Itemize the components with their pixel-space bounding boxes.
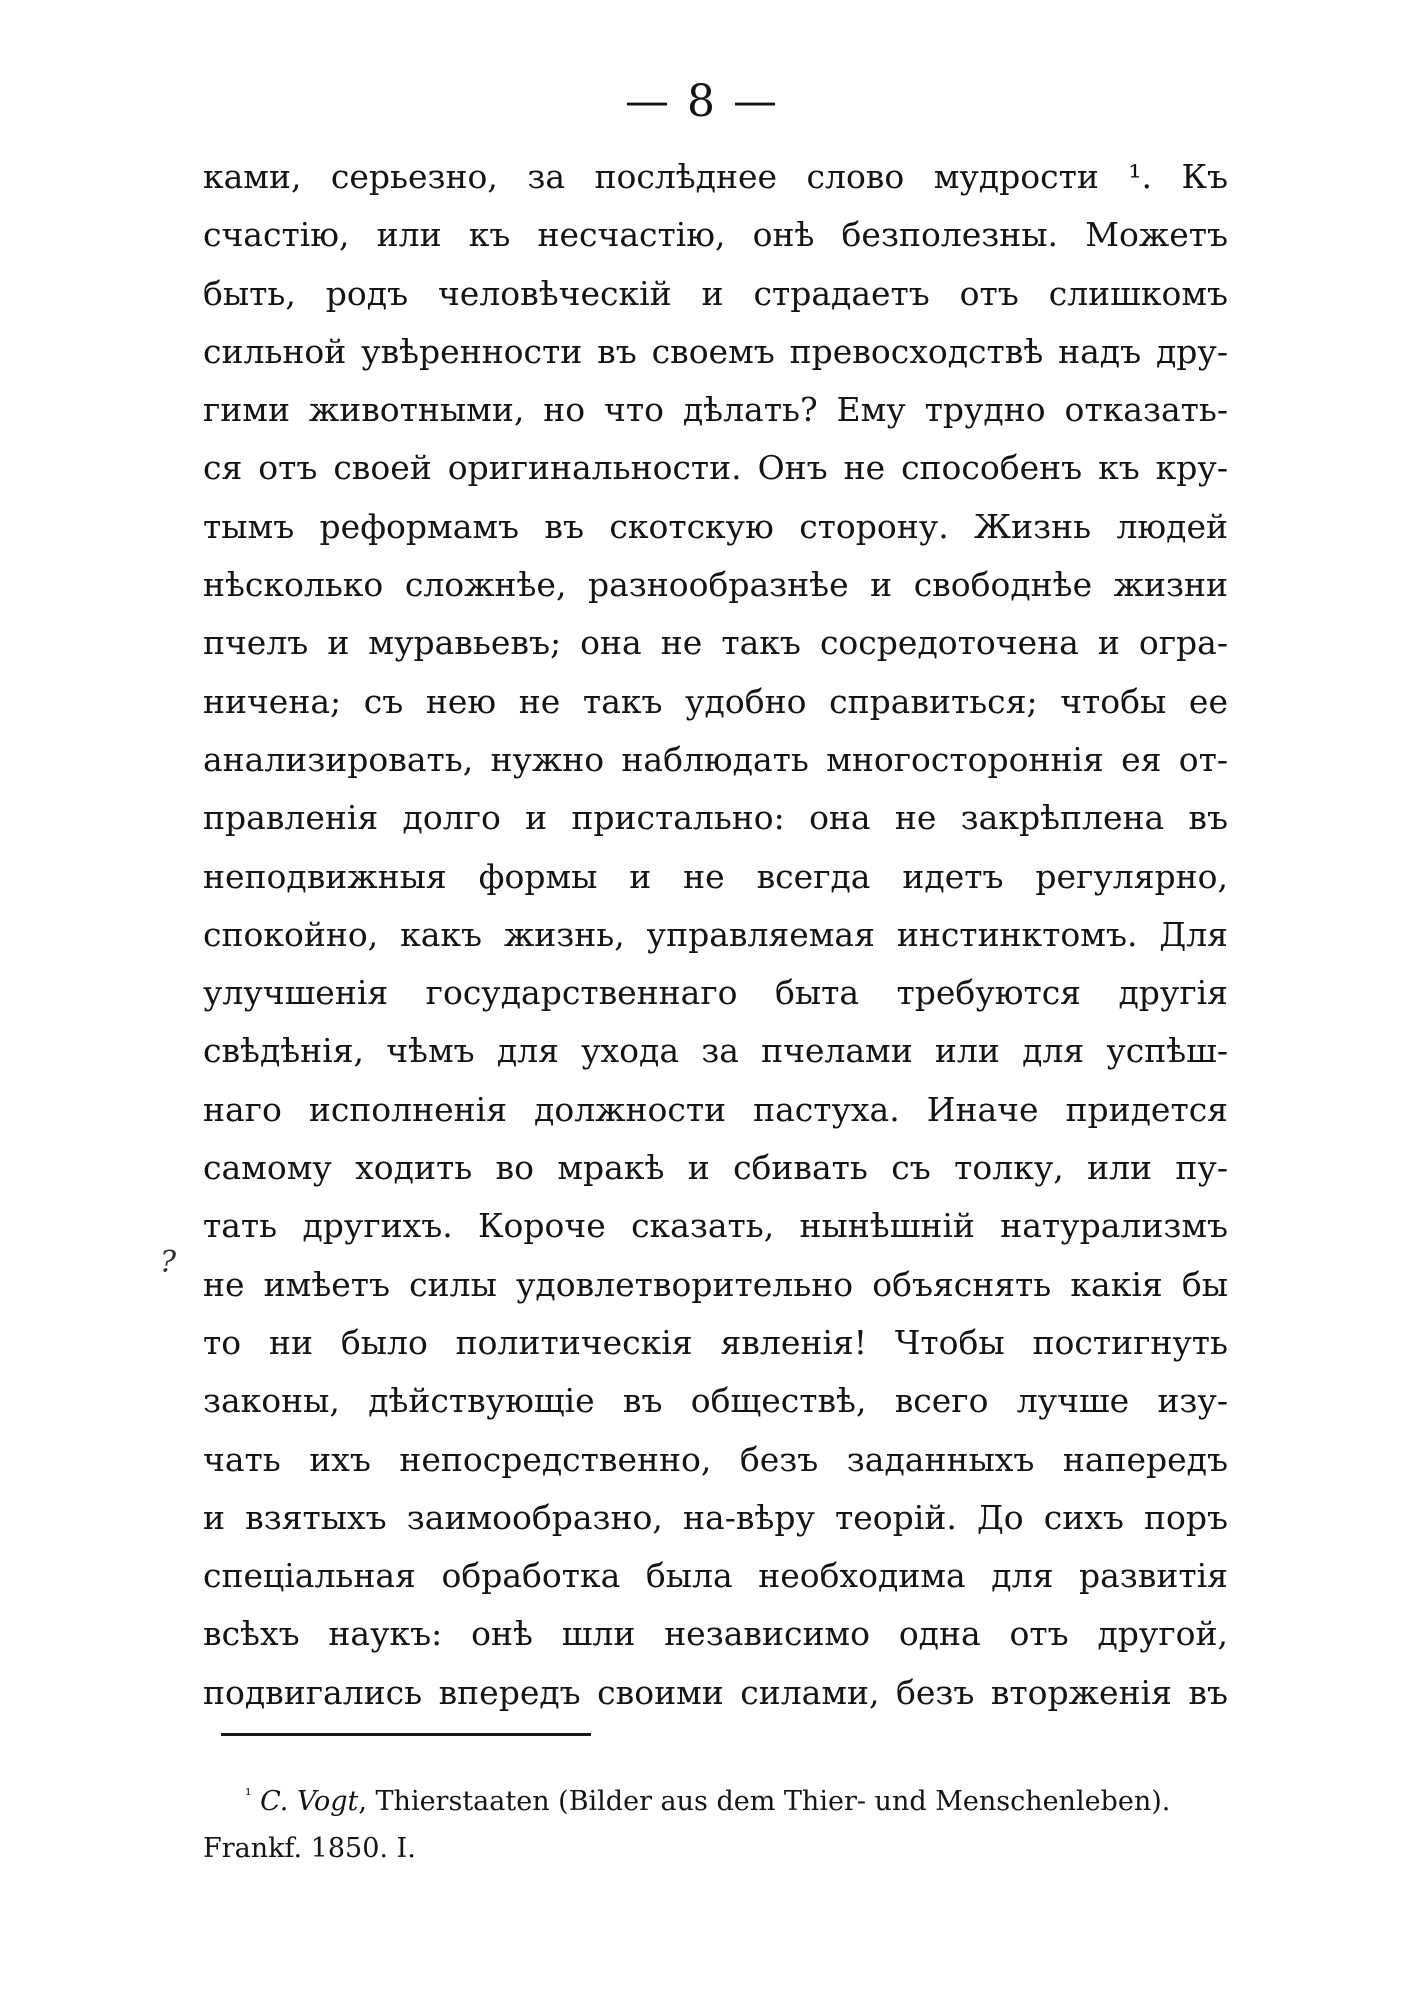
text-line: ками, серьезно, за послѣднее слово мудрости ¹. Къ — [203, 157, 1228, 196]
text-line: не имѣетъ силы удовлетворительно объяснять какія бы — [203, 1264, 1228, 1304]
margin-mark: ? — [160, 1245, 177, 1280]
text-line: всѣхъ наукъ: онѣ шли независимо одна отъ другой, — [203, 1614, 1228, 1654]
text-line: то ни было политическія явленія! Чтобы постигнуть — [203, 1322, 1228, 1362]
text-line: неподвижныя формы и не всегда идетъ регулярно, — [203, 856, 1228, 896]
body-text — [203, 148, 1228, 1722]
text-line: тымъ реформамъ въ скотскую сторону. Жизнь людей — [203, 506, 1228, 546]
page-number: — 8 — — [625, 76, 779, 127]
text-line: нѣсколько сложнѣе, разнообразнѣе и свободнѣе жизни — [203, 565, 1228, 605]
text-line: самому ходить во мракѣ и сбивать съ толку, или пу- — [203, 1148, 1228, 1188]
text-line: гими животными, но что дѣлать? Ему трудно отказать- — [203, 390, 1228, 430]
text-line: законы, дѣйствующіе въ обществѣ, всего лучше изу- — [203, 1381, 1228, 1421]
text-line: чать ихъ непосредственно, безъ заданныхъ напередъ — [203, 1439, 1228, 1479]
footnote — [203, 1778, 1235, 1872]
text-line: правленія долго и пристально: она не закрѣплена въ — [203, 798, 1228, 838]
text-line: и взятыхъ заимообразно, на-вѣру теорій. До сихъ поръ — [203, 1497, 1228, 1537]
footnote-author: C. Vogt — [260, 1786, 359, 1817]
text-line: быть, родъ человѣческій и страдаетъ отъ слишкомъ — [203, 273, 1228, 313]
footnote-line-2: Frankf. 1850. I. — [203, 1833, 416, 1864]
text-line: счастію, или къ несчастію, онѣ безполезны. Можетъ — [203, 215, 1228, 255]
footnote-line-1 — [203, 1778, 1235, 1825]
text-line: спеціальная обработка была необходима для развитія — [203, 1556, 1228, 1596]
footnote-divider — [221, 1733, 591, 1736]
text-line: свѣдѣнія, чѣмъ для ухода за пчелами или для успѣш- — [203, 1031, 1228, 1071]
text-line: сильной увѣренности въ своемъ превосходствѣ надъ дру- — [203, 331, 1228, 371]
text-line: анализировать, нужно наблюдать многостороннія ея от- — [203, 739, 1228, 779]
text-line: пчелъ и муравьевъ; она не такъ сосредоточена и огра- — [203, 623, 1228, 663]
text-line: спокойно, какъ жизнь, управляемая инстинктомъ. Для — [203, 914, 1228, 954]
text-line: улучшенія государственнаго быта требуются другія — [203, 973, 1228, 1013]
text-line: наго исполненія должности пастуха. Иначе придется — [203, 1089, 1228, 1129]
text-line: ничена; съ нею не такъ удобно справиться; чтобы ее — [203, 681, 1228, 721]
footnote-text: , Thierstaaten (Bilder aus dem Thier- und Menschenleben). — [358, 1786, 1171, 1817]
footnote-marker: ¹ — [245, 1785, 252, 1804]
text-line: подвигались впередъ своими силами, безъ вторженія въ — [203, 1672, 1228, 1712]
text-line: ся отъ своей оригинальности. Онъ не способенъ къ кру- — [203, 448, 1228, 488]
text-line: тать другихъ. Короче сказать, нынѣшній натурализмъ — [203, 1206, 1228, 1246]
